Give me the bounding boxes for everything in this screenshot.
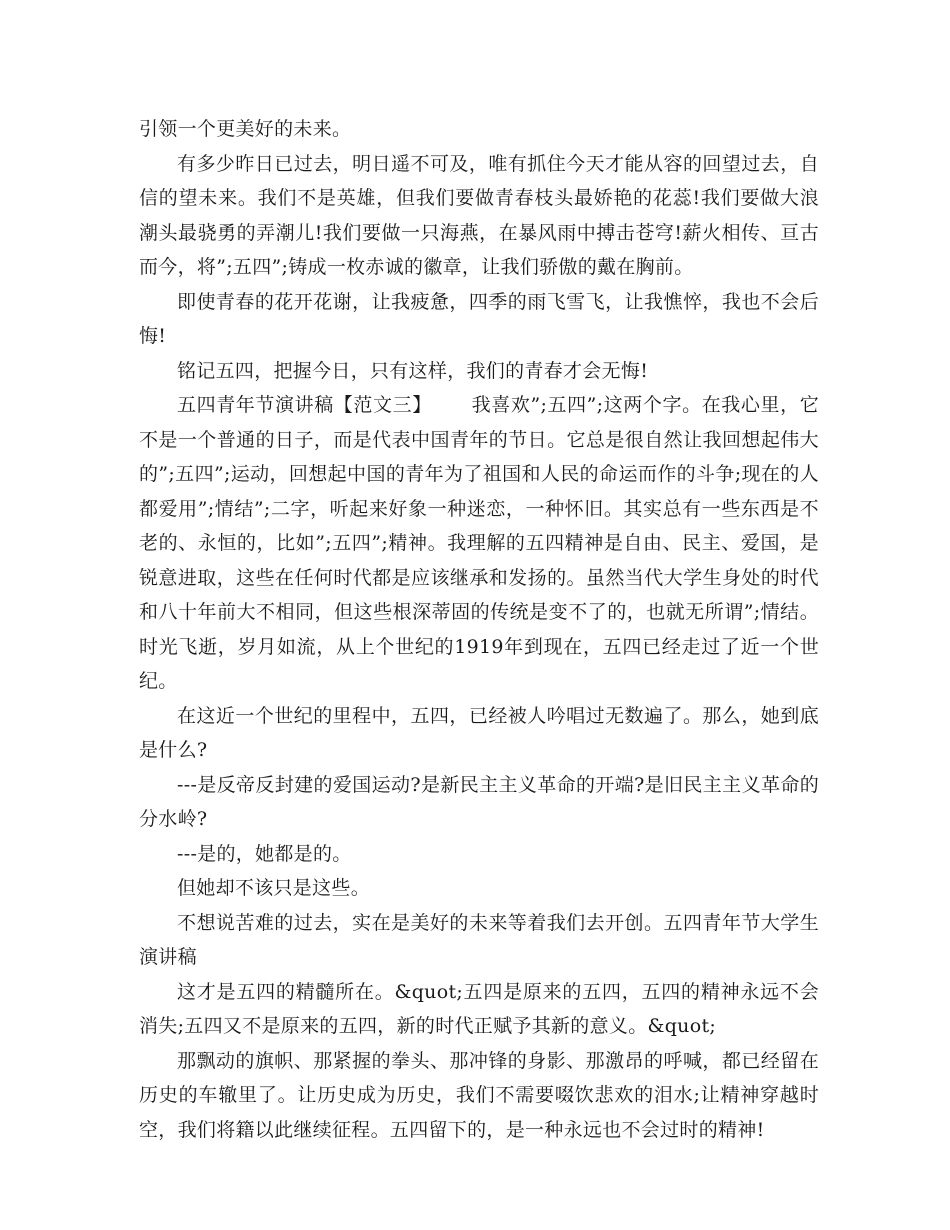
paragraph-7: ---是反帝反封建的爱国运动?是新民主主义革命的开端?是旧民主主义革命的分水岭? xyxy=(139,773,819,830)
paragraph-8: ---是的，她都是的。 xyxy=(177,842,352,865)
paragraph-11: 这才是五四的精髓所在。&quot;五四是原来的五四，五四的精神永远不会消失;五四又不是原来的五四，新的时代正赋予其新的意义。&quot; xyxy=(139,980,819,1037)
paragraph-2: 有多少昨日已过去，明日遥不可及，唯有抓住今天才能从容的回望过去，自信的望未来。我们不是英雄，但我们要做青春枝头最娇艳的花蕊!我们要做大浪潮头最骁勇的弄潮儿!我们要做一只海燕，在暴风雨中搏击苍穹!薪火相传、亘古而今，将”;五四”;铸成一枚赤诚的徽章，让我们骄傲的戴在胸前。 xyxy=(139,152,819,278)
paragraph-6: 在这近一个世纪的里程中，五四，已经被人吟唱过无数遍了。那么，她到底是什么? xyxy=(139,704,819,761)
document-body xyxy=(139,112,819,1147)
paragraph-1: 引领一个更美好的未来。 xyxy=(139,118,352,140)
paragraph-10: 不想说苦难的过去，实在是美好的未来等着我们去开创。五四青年节大学生演讲稿 xyxy=(139,911,819,968)
paragraph-3: 即使青春的花开花谢，让我疲惫，四季的雨飞雪飞，让我憔悴，我也不会后悔! xyxy=(139,290,819,347)
paragraph-12: 那飘动的旗帜、那紧握的拳头、那冲锋的身影、那激昂的呼喊，都已经留在历史的车辙里了。让历史成为历史，我们不需要啜饮悲欢的泪水;让精神穿越时空，我们将籍以此继续征程。五四留下的，是一种永远也不会过时的精神! xyxy=(139,1049,819,1141)
paragraph-4: 铭记五四，把握今日，只有这样，我们的青春才会无悔! xyxy=(177,359,649,382)
paragraph-9: 但她却不该只是这些。 xyxy=(177,877,371,899)
paragraph-5: 五四青年节演讲稿【范文三】 我喜欢”;五四”;这两个字。在我心里，它不是一个普通的日子，而是代表中国青年的节日。它总是很自然让我回想起伟大的”;五四”;运动，回想起中国的青年为了祖国和人民的命运而作的斗争;现在的人都爱用”;情结”;二字，听起来好象一种迷恋，一种怀旧。其实总有一些东西是不老的、永恒的，比如”;五四”;精神。我理解的五四精神是自由、民主、爱国，是锐意进取，这些在任何时代都是应该继承和发扬的。虽然当代大学生身处的时代和八十年前大不相同，但这些根深蒂固的传统是变不了的，也就无所谓”;情结。时光飞逝，岁月如流，从上个世纪的1919年到现在，五四已经走过了近一个世纪。 xyxy=(139,394,819,692)
